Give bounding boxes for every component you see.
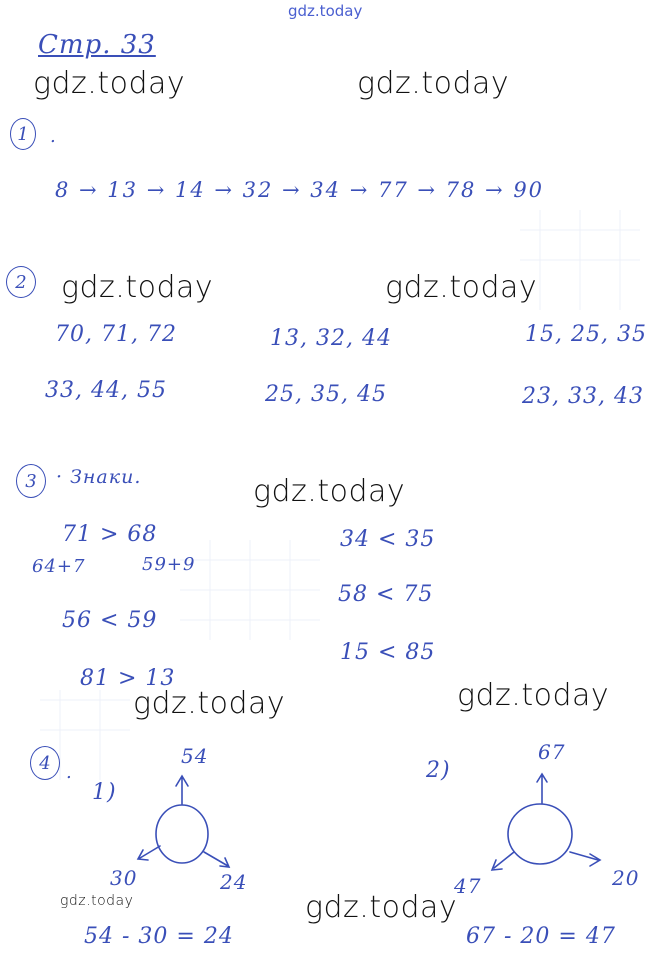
- watermark-4: gdz.today: [385, 270, 538, 305]
- part2-right-value: 20: [612, 866, 640, 890]
- watermark-7: gdz.today: [457, 678, 610, 713]
- task-4-part1-label: 1): [92, 780, 117, 805]
- watermark-5: gdz.today: [253, 474, 406, 509]
- task-3-c3: 81 > 13: [80, 666, 176, 691]
- part1-arrow-right: [204, 852, 229, 867]
- task-3-title: · Знаки.: [56, 466, 142, 488]
- task-3-c1-sub-right: 59+9: [142, 554, 196, 575]
- task-3-c5: 58 < 75: [338, 582, 434, 607]
- task-1-sequence: 8 → 13 → 14 → 32 → 34 → 77 → 78 → 90: [55, 178, 545, 202]
- part2-equation: 67 - 20 = 47: [466, 924, 616, 949]
- part2-circle: [508, 804, 572, 864]
- watermark-6: gdz.today: [133, 686, 286, 721]
- watermark-3: gdz.today: [61, 270, 214, 305]
- task-4-part2-label: 2): [426, 758, 451, 783]
- part1-top-value: 54: [181, 744, 209, 768]
- task-3-c1: 71 > 68: [62, 522, 158, 547]
- part2-top-value: 67: [538, 740, 566, 764]
- task-2-row2-col2: 25, 35, 45: [265, 382, 387, 407]
- watermark-top: gdz.today: [288, 2, 363, 20]
- task-3-c2: 56 < 59: [62, 608, 158, 633]
- part2-arrow-right: [570, 852, 600, 866]
- watermark-1: gdz.today: [33, 66, 186, 101]
- part1-left-value: 30: [110, 866, 138, 890]
- task-3-c6: 15 < 85: [340, 640, 436, 665]
- watermark-2: gdz.today: [357, 66, 510, 101]
- part2-left-value: 47: [454, 874, 482, 898]
- page-label: Стр. 33: [38, 30, 156, 60]
- task-4-dot: .: [66, 762, 73, 783]
- task-1-number: 1: [10, 118, 36, 150]
- part1-circle: [156, 805, 208, 863]
- watermark-8: gdz.today: [60, 893, 134, 909]
- task-2-row1-col1: 70, 71, 72: [55, 322, 177, 347]
- task-2-row1-col3: 15, 25, 35: [525, 322, 647, 347]
- task-3-c4: 34 < 35: [340, 527, 436, 552]
- part2-arrow-left: [492, 852, 514, 870]
- task-2-number: 2: [6, 266, 36, 298]
- part1-right-value: 24: [220, 870, 248, 894]
- watermark-9: gdz.today: [305, 890, 458, 925]
- part1-equation: 54 - 30 = 24: [84, 924, 234, 949]
- part2-arrow-up: [537, 774, 547, 803]
- task-4-number: 4: [30, 746, 60, 780]
- part1-arrow-left: [138, 846, 160, 860]
- task-1-dot: .: [50, 126, 57, 147]
- task-3-c1-sub-left: 64+7: [32, 556, 86, 577]
- part1-arrow-up: [176, 776, 188, 804]
- task-2-row2-col3: 23, 33, 43: [522, 384, 644, 409]
- task-3-number: 3: [16, 464, 46, 498]
- task-2-row1-col2: 13, 32, 44: [270, 326, 392, 351]
- task-2-row2-col1: 33, 44, 55: [45, 378, 167, 403]
